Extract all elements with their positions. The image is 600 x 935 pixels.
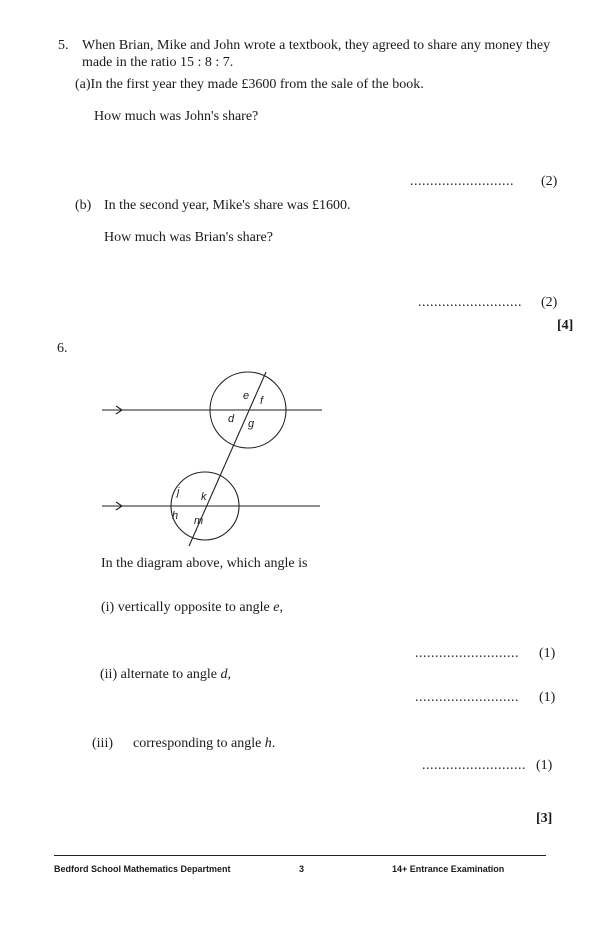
- footer-rule: [54, 855, 546, 856]
- q5-part-b-label: (b): [75, 198, 92, 213]
- q5-part-b-answer-line[interactable]: ..........................: [418, 295, 522, 310]
- q6-part-ii-marks: (1): [539, 690, 556, 705]
- angle-label-h: h: [172, 510, 179, 522]
- q6-total-marks: [3]: [536, 811, 553, 826]
- q6-part-i-end: ,: [279, 600, 283, 615]
- footer-page-number: 3: [299, 864, 305, 874]
- angle-label-k: k: [201, 491, 207, 503]
- angle-label-m: m: [194, 515, 204, 527]
- angle-label-g: g: [248, 418, 255, 430]
- q6-part-ii-text: (ii) alternate to angle: [100, 667, 221, 682]
- angle-label-d: d: [228, 413, 235, 425]
- q5-part-b-text: In the second year, Mike's share was £1600.: [104, 198, 351, 213]
- q5-part-a-marks: (2): [541, 174, 558, 189]
- q6-part-iii-label: (iii): [92, 736, 113, 751]
- angle-label-f: f: [260, 395, 264, 407]
- q5-intro-line1: When Brian, Mike and John wrote a textbook, they agreed to share any money they: [82, 38, 551, 53]
- q6-part-iii: [133, 736, 275, 752]
- q5-part-a-question: How much was John's share?: [94, 109, 259, 124]
- q6-part-i-text: (i) vertically opposite to angle: [101, 600, 274, 615]
- angle-label-e: e: [243, 390, 250, 402]
- q5-part-b-marks: (2): [541, 295, 558, 310]
- q6-part-ii: [100, 667, 231, 683]
- q5-total-marks: [4]: [557, 318, 574, 333]
- q6-part-i-var: e: [273, 600, 280, 615]
- q6-part-iii-marks: (1): [536, 758, 553, 773]
- q6-part-ii-var: d: [220, 667, 228, 682]
- q6-part-i-answer-line[interactable]: ..........................: [415, 646, 519, 661]
- q6-part-iii-text: corresponding to angle: [133, 736, 265, 751]
- q6-part-i-marks: (1): [539, 646, 556, 661]
- q6-number: 6.: [57, 341, 68, 356]
- angle-label-j: j: [177, 486, 180, 498]
- q5-number: 5.: [58, 38, 69, 53]
- q6-part-iii-var: h: [264, 736, 272, 751]
- q6-part-iii-end: .: [271, 736, 276, 751]
- q6-part-ii-end: ,: [227, 667, 231, 682]
- q5-part-b-question: How much was Brian's share?: [104, 230, 273, 245]
- q6-part-ii-answer-line[interactable]: ..........................: [415, 690, 519, 705]
- q6-part-iii-answer-line[interactable]: ..........................: [422, 758, 526, 773]
- q6-prompt: In the diagram above, which angle is: [101, 556, 308, 571]
- q6-part-i: [101, 600, 283, 616]
- q5-part-a-text: (a)In the first year they made £3600 from the sale of the book.: [75, 77, 424, 92]
- q5-part-a-answer-line[interactable]: ..........................: [410, 174, 514, 189]
- q5-intro-line2: made in the ratio 15 : 8 : 7.: [82, 55, 234, 70]
- footer-exam-title: 14+ Entrance Examination: [392, 864, 505, 874]
- angle-diagram: [98, 368, 328, 550]
- footer-department: Bedford School Mathematics Department: [54, 864, 231, 874]
